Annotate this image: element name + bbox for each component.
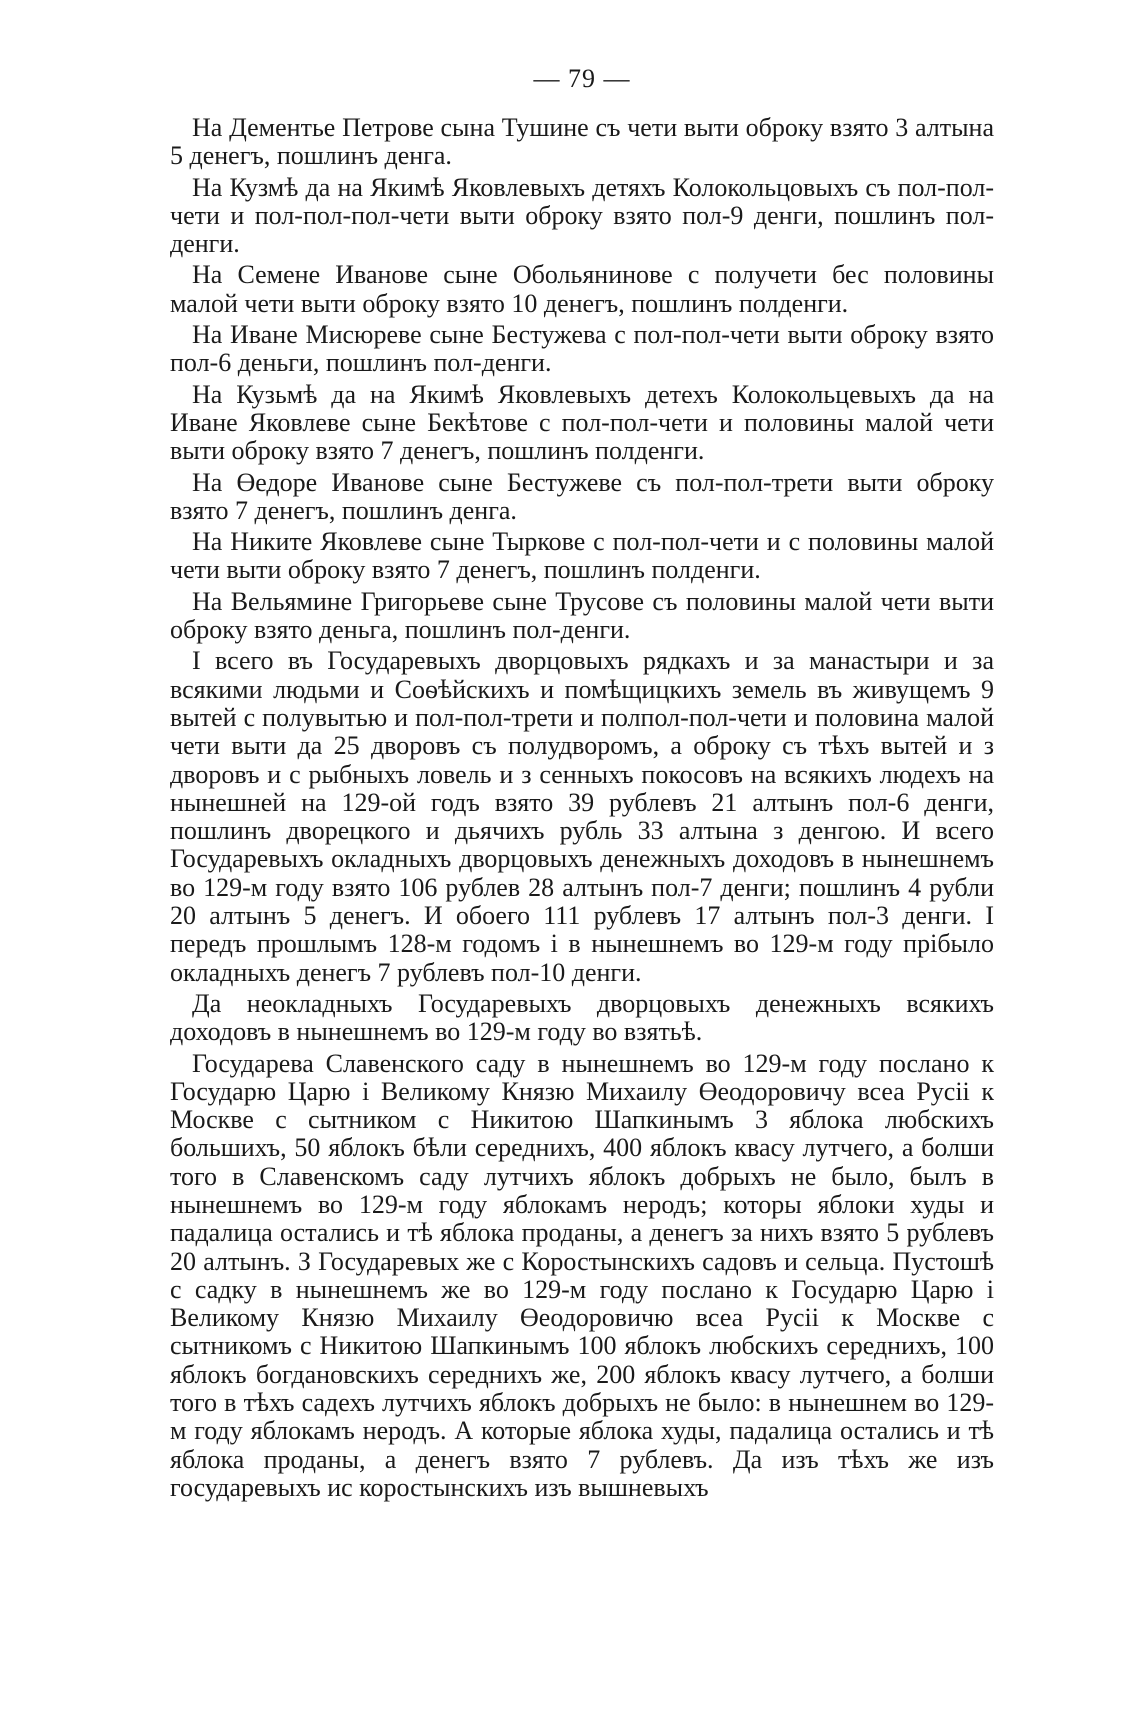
- paragraph: Да неокладныхъ Государевыхъ дворцовыхъ денежныхъ всякихъ доходовъ в нынешнемъ во 129-м году во взятьѣ.: [170, 988, 994, 1047]
- body-text: [170, 114, 994, 1502]
- paragraph: На Дементье Петрове сына Тушине съ чети выти оброку взято 3 алтына 5 денегъ, пошлинъ денга.: [170, 113, 994, 171]
- paragraph: На Өедоре Иванове сыне Бестужеве съ пол-пол-трети выти оброку взято 7 денегъ, пошлинъ денга.: [170, 467, 994, 525]
- paragraph: На Иване Мисюреве сыне Бестужева с пол-пол-чети выти оброку взято пол-6 деньги, пошлинъ пол-денги.: [170, 320, 994, 378]
- paragraph: Государева Славенского саду в нынешнемъ во 129-м году послано к Государю Царю і Великому Князю Михаилу Өеодоровичу всеа Русіі к Москве с сытником с Никитою Шапкинымъ 3 яблока любскихъ большихъ, 50 яблокъ бѣли середнихъ, 400 яблокъ квасу лутчего, а болши того в Славенскомъ саду лутчихъ яблокъ добрыхъ не было, былъ в нынешнемъ во 129-м году яблокамъ неродъ; которы яблоки худы и падалица остались и тѣ яблока проданы, а денегъ за нихъ взято 5 рублевъ 20 алтынъ. З Государевых же с Коростынскихъ садовъ и сельца. Пустошѣ с садку в нынешнемъ же во 129-м году послано к Государю Царю і Великому Князю Михаилу Өеодоровичю всеа Русіі к Москве с сытникомъ с Никитою Шапкинымъ 100 яблокъ любскихъ середнихъ, 100 яблокъ богдановскихъ середнихъ же, 200 яблокъ квасу лутчего, а болши того в тѣхъ садехъ лутчихъ яблокъ добрыхъ не было: в нынешнем во 129-м году яблокамъ неродъ. А которые яблока худы, падалица остались и тѣ яблока проданы, а денегъ взято 7 рублевъ. Да изъ тѣхъ же изъ государевыхъ ис коростынскихъ изъ вышневыхъ: [170, 1048, 994, 1502]
- paragraph: На Никите Яковлеве сыне Тыркове с пол-пол-чети и с половины малой чети выти оброку взято 7 денегъ, пошлинъ полденги.: [170, 527, 994, 585]
- paragraph: На Семене Иванове сыне Обольянинове с получети бес половины малой чети выти оброку взято 10 денегъ, пошлинъ полденги.: [170, 260, 994, 318]
- page-number: — 79 —: [533, 64, 631, 93]
- paragraph: На Кузмѣ да на Якимѣ Яковлевыхъ детяхъ Колокольцовыхъ съ пол-пол-чети и пол-пол-пол-чети выти оброку взято пол-9 денги, пошлинъ пол-денги.: [170, 172, 994, 259]
- paragraph: На Вельямине Григорьеве сыне Трусове съ половины малой чети выти оброку взято деньга, пошлинъ пол-денги.: [170, 586, 994, 645]
- paragraph: На Кузьмѣ да на Якимѣ Яковлевыхъ детехъ Колокольцевыхъ да на Иване Яковлеве сыне Бекѣтове с пол-пол-чети и половины малой чети выти оброку взято 7 денегъ, пошлинъ полденги.: [170, 379, 994, 466]
- paragraph: І всего въ Государевыхъ дворцовыхъ рядкахъ и за манастыри и за всякими людьми и Соѳѣйскихъ и помѣщицкихъ земель въ живущемъ 9 вытей с полувытью и пол-пол-трети и полпол-пол-чети и половина малой чети выти да 25 дворовъ съ полудворомъ, а оброку съ тѣхъ вытей и з дворовъ и с рыбныхъ ловель и з сенныхъ покосовъ на всякихъ людехъ на нынешней на 129-ой годъ взято 39 рублевъ 21 алтынъ пол-6 денги, пошлинъ дворецкого и дьячихъ рубль 33 алтына з денгою. И всего Государевыхъ окладныхъ дворцовыхъ денежныхъ доходовъ в нынешнемъ во 129-м году взято 106 рублев 28 алтынъ пол-7 денги; пошлинъ 4 рубли 20 алтынъ 5 денегъ. И обоего 111 рублевъ 17 алтынъ пол-3 денги. І передъ прошлымъ 128-м годомъ і в нынешнемъ во 129-м году прібыло окладныхъ денегъ 7 рублевъ пол-10 денги.: [170, 646, 994, 987]
